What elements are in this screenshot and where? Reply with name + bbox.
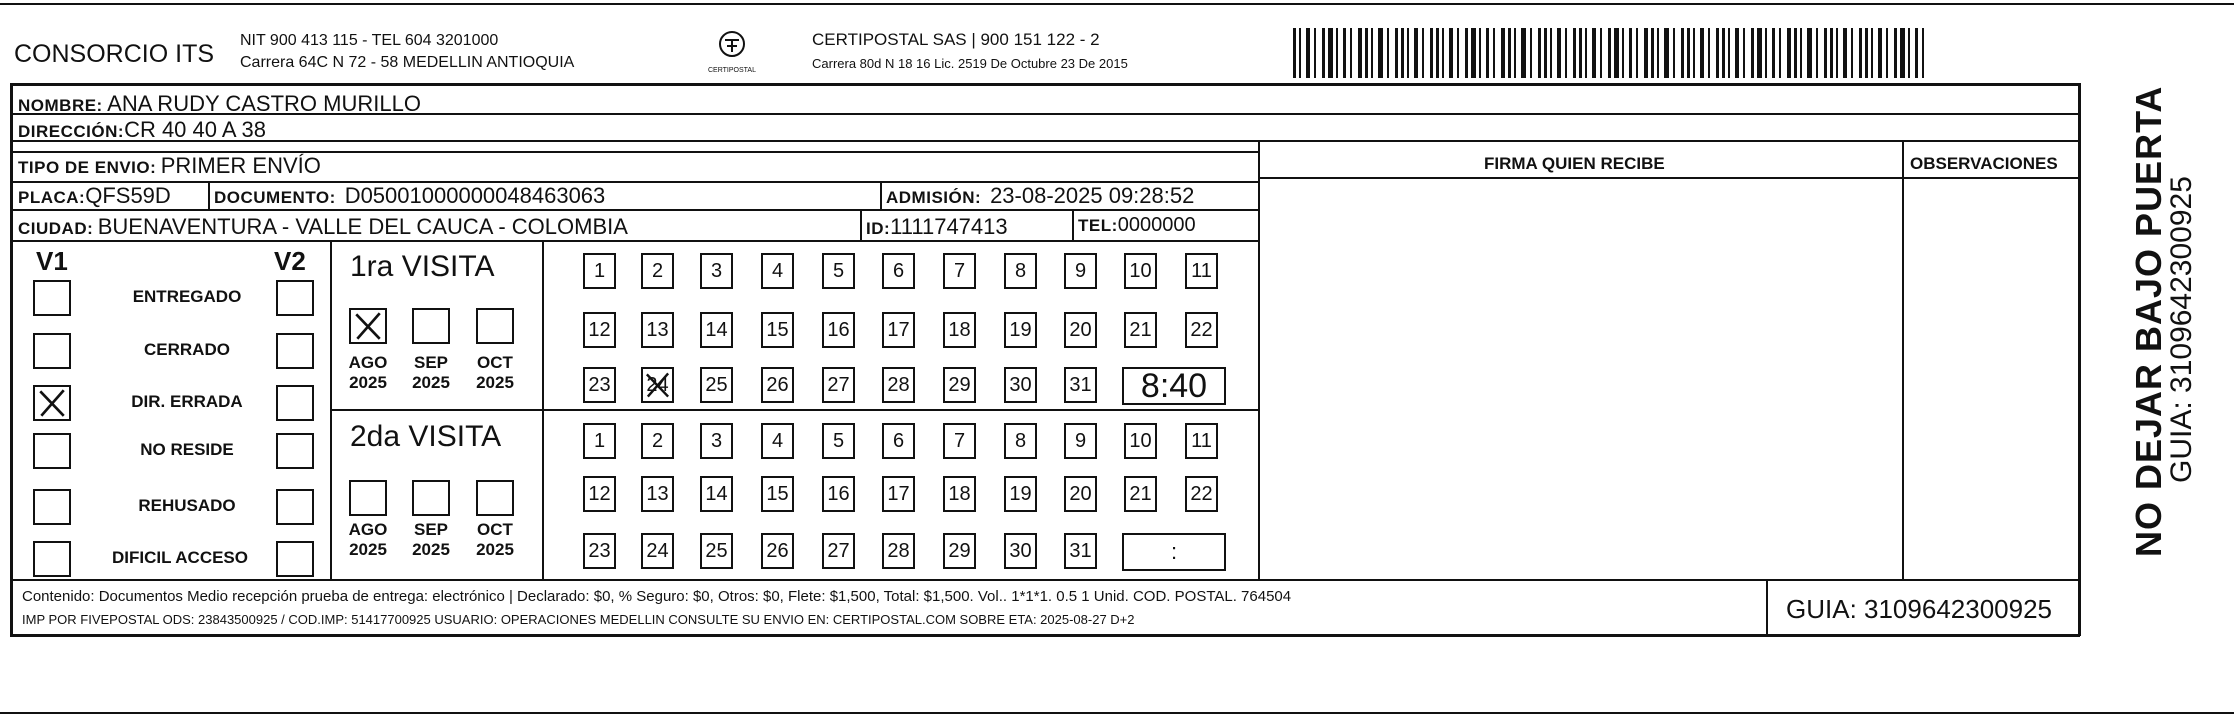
- barcode-bar: [1908, 28, 1910, 78]
- day-box[interactable]: 5: [822, 253, 855, 289]
- day-box[interactable]: 3: [700, 253, 733, 289]
- v1-checkbox[interactable]: [33, 280, 71, 316]
- day-box[interactable]: 9: [1064, 423, 1097, 459]
- month-label: OCT: [477, 520, 513, 539]
- v2-label: V2: [274, 246, 306, 276]
- barcode-bar: [1664, 28, 1669, 78]
- day-box[interactable]: 25: [700, 533, 733, 569]
- day-box[interactable]: 17: [882, 312, 915, 348]
- footer-print-info: IMP POR FIVEPOSTAL ODS: 23843500925 / COD.IMP: 51417700925 USUARIO: OPERACIONES MEDELLIN CONSULTE SU ENVIO EN: CERTIPOSTAL.COM SOBRE ETA: 2025-08-27 D+2: [22, 612, 1135, 627]
- year-label: 2025: [412, 540, 450, 559]
- barcode-bar: [1585, 28, 1587, 78]
- barcode-bar: [1314, 28, 1316, 78]
- status-option-label: ENTREGADO: [132, 287, 242, 306]
- day-box[interactable]: 16: [822, 476, 855, 512]
- day-box[interactable]: 11: [1185, 423, 1218, 459]
- v1-checkbox[interactable]: [33, 433, 71, 469]
- barcode-bar: [1743, 28, 1745, 78]
- month-label: AGO: [348, 353, 388, 372]
- barcode-bar: [1816, 28, 1818, 78]
- barcode-bar: [1687, 28, 1690, 78]
- day-box[interactable]: 25: [700, 367, 733, 403]
- v2-checkbox[interactable]: [276, 280, 314, 316]
- day-box[interactable]: 18: [943, 476, 976, 512]
- barcode-bar: [1414, 28, 1418, 78]
- day-box[interactable]: 7: [943, 253, 976, 289]
- barcode-bar: [1886, 28, 1888, 78]
- barcode-bar: [1751, 28, 1754, 78]
- barcode-bar: [1514, 28, 1516, 78]
- day-box[interactable]: 14: [700, 312, 733, 348]
- day-box[interactable]: 29: [943, 533, 976, 569]
- barcode-bar: [1772, 28, 1775, 78]
- status-option-label: DIFICIL ACCESO: [111, 548, 248, 567]
- tel-label: TEL:: [1078, 216, 1118, 235]
- day-box[interactable]: 11: [1185, 253, 1218, 289]
- direccion-value: CR 40 40 A 38: [124, 117, 266, 142]
- barcode-bar: [1422, 28, 1424, 78]
- barcode-bar: [1629, 28, 1632, 78]
- day-box[interactable]: 9: [1064, 253, 1097, 289]
- barcode-bar: [1693, 28, 1695, 78]
- admision-label: ADMISIÓN:: [886, 188, 982, 207]
- barcode-bar: [1395, 28, 1398, 78]
- barcode-bar: [1465, 28, 1468, 78]
- barcode-bar: [1387, 28, 1389, 78]
- barcode-bar: [1371, 28, 1373, 78]
- barcode-bar: [1579, 28, 1582, 78]
- company-name: CONSORCIO ITS: [14, 40, 215, 68]
- barcode-bar: [1636, 28, 1638, 78]
- v2-checkbox[interactable]: [276, 541, 314, 577]
- barcode-bar: [1851, 28, 1853, 78]
- nombre-value: ANA RUDY CASTRO MURILLO: [107, 91, 421, 116]
- month-checkbox[interactable]: [476, 480, 514, 516]
- day-box[interactable]: 21: [1124, 476, 1157, 512]
- month-checkbox[interactable]: [412, 308, 450, 344]
- barcode-bar: [1299, 28, 1301, 78]
- day-box[interactable]: 26: [761, 533, 794, 569]
- barcode-bar: [1843, 28, 1847, 78]
- v1-label: V1: [36, 246, 68, 276]
- day-box[interactable]: 24: [641, 533, 674, 569]
- visit-time-field[interactable]: :: [1122, 533, 1226, 571]
- status-option-label: DIR. ERRADA: [131, 392, 243, 411]
- day-box[interactable]: 5: [822, 423, 855, 459]
- barcode-bar: [1708, 28, 1710, 78]
- carrier-address: Carrera 80d N 18 16 Lic. 2519 De Octubre 23 De 2015: [812, 56, 1128, 71]
- status-option-label: CERRADO: [144, 340, 230, 359]
- day-box[interactable]: 24: [641, 367, 674, 403]
- day-box[interactable]: 1: [583, 253, 616, 289]
- barcode-bar: [1700, 28, 1704, 78]
- logo-text: CERTIPOSTAL: [708, 67, 756, 74]
- barcode-bar: [1657, 28, 1659, 78]
- second-visit-title: 2da VISITA: [350, 420, 502, 453]
- barcode-bar: [1544, 28, 1547, 78]
- day-box[interactable]: 26: [761, 367, 794, 403]
- day-box[interactable]: 27: [822, 533, 855, 569]
- day-box[interactable]: 6: [882, 423, 915, 459]
- day-box[interactable]: 23: [583, 533, 616, 569]
- barcode-bar: [1779, 28, 1781, 78]
- barcode-bar: [1501, 28, 1505, 78]
- id-value: 1111747413: [890, 214, 1008, 239]
- barcode-bar: [1407, 28, 1409, 78]
- barcode-bar: [1765, 28, 1767, 78]
- day-box[interactable]: 18: [943, 312, 976, 348]
- day-box[interactable]: 30: [1004, 367, 1037, 403]
- day-box[interactable]: 22: [1185, 476, 1218, 512]
- month-label: OCT: [477, 353, 513, 372]
- v1-checkbox[interactable]: [33, 541, 71, 577]
- barcode-bar: [1681, 28, 1684, 78]
- day-box[interactable]: 20: [1064, 476, 1097, 512]
- year-label: 2025: [476, 373, 514, 392]
- day-box[interactable]: 4: [761, 423, 794, 459]
- barcode-bar: [1449, 28, 1453, 78]
- barcode-bar: [1644, 28, 1648, 78]
- status-option-label: NO RESIDE: [140, 440, 234, 459]
- observaciones-label: OBSERVACIONES: [1910, 154, 2058, 173]
- barcode-bar: [1457, 28, 1459, 78]
- month-checkbox[interactable]: [476, 308, 514, 344]
- barcode-bar: [1800, 28, 1802, 78]
- carrier-name: CERTIPOSTAL SAS | 900 151 122 - 2: [812, 30, 1100, 49]
- placa-value: QFS59D: [85, 183, 171, 208]
- side-guia: GUIA: 3109642300925: [2165, 176, 2198, 483]
- barcode-bar: [1336, 28, 1338, 78]
- documento-label: DOCUMENTO:: [214, 188, 336, 207]
- v1-checkbox[interactable]: [33, 333, 71, 369]
- barcode-bar: [1322, 28, 1325, 78]
- visit-time-field[interactable]: 8:40: [1122, 367, 1226, 405]
- barcode-bar: [1442, 28, 1444, 78]
- day-box[interactable]: 28: [882, 533, 915, 569]
- nombre-label: NOMBRE:: [18, 96, 103, 115]
- footer-contents: Contenido: Documentos Medio recepción prueba de entrega: electrónico | Declarado: $0, % Seguro: $0, Otros: $0, Flete: $1,500, Total: $1,500. Vol.. 1*1*1. 0.5 1 Unid. COD. POSTAL. 764504: [22, 588, 1292, 605]
- v2-checkbox[interactable]: [276, 385, 314, 421]
- id-label: ID:: [866, 219, 891, 238]
- year-label: 2025: [349, 373, 387, 392]
- barcode-bar: [1735, 28, 1739, 78]
- barcode-bar: [1600, 28, 1602, 78]
- barcode-bar: [1430, 28, 1433, 78]
- v2-checkbox[interactable]: [276, 489, 314, 525]
- day-box[interactable]: 15: [761, 312, 794, 348]
- status-option-label: REHUSADO: [138, 496, 236, 515]
- month-label: SEP: [413, 353, 449, 372]
- barcode-bar: [1436, 28, 1439, 78]
- day-box[interactable]: 2: [641, 253, 674, 289]
- day-box[interactable]: 23: [583, 367, 616, 403]
- tipo-envio-label: TIPO DE ENVIO:: [18, 158, 157, 177]
- v2-checkbox[interactable]: [276, 433, 314, 469]
- day-box[interactable]: 7: [943, 423, 976, 459]
- ciudad-label: CIUDAD:: [18, 219, 94, 238]
- tel-value: 0000000: [1117, 214, 1196, 236]
- v1-checkbox[interactable]: [33, 489, 71, 525]
- company-address: Carrera 64C N 72 - 58 MEDELLIN ANTIOQUIA: [240, 54, 575, 71]
- day-box[interactable]: 2: [641, 423, 674, 459]
- barcode-bar: [1824, 28, 1827, 78]
- barcode-bar: [1830, 28, 1833, 78]
- day-box[interactable]: 16: [822, 312, 855, 348]
- month-checkbox[interactable]: [412, 480, 450, 516]
- barcode-bar: [1401, 28, 1404, 78]
- day-box[interactable]: 19: [1004, 476, 1037, 512]
- day-box[interactable]: 10: [1124, 253, 1157, 289]
- barcode-bar: [1614, 28, 1619, 78]
- barcode-bar: [1794, 28, 1797, 78]
- day-box[interactable]: 13: [641, 312, 674, 348]
- certipostal-logo-icon: [706, 28, 758, 76]
- barcode-bar: [1530, 28, 1532, 78]
- v1-checkbox[interactable]: [33, 385, 71, 421]
- day-box[interactable]: 28: [882, 367, 915, 403]
- day-box[interactable]: 21: [1124, 312, 1157, 348]
- side-warning: NO DEJAR BAJO PUERTA: [2128, 85, 2169, 557]
- day-box[interactable]: 8: [1004, 253, 1037, 289]
- day-box[interactable]: 8: [1004, 423, 1037, 459]
- top-border: [0, 3, 2234, 5]
- company-nit: NIT 900 413 115 - TEL 604 3201000: [240, 32, 499, 49]
- barcode-bar: [1573, 28, 1576, 78]
- barcode-bar: [1538, 28, 1541, 78]
- day-box[interactable]: 29: [943, 367, 976, 403]
- day-box[interactable]: 6: [882, 253, 915, 289]
- day-box[interactable]: 17: [882, 476, 915, 512]
- day-box[interactable]: 1: [583, 423, 616, 459]
- barcode-bar: [1900, 28, 1905, 78]
- day-box[interactable]: 10: [1124, 423, 1157, 459]
- barcode-bar: [1859, 28, 1862, 78]
- barcode-bar: [1565, 28, 1567, 78]
- barcode-bar: [1343, 28, 1346, 78]
- barcode-bar: [1557, 28, 1561, 78]
- day-box[interactable]: 31: [1064, 367, 1097, 403]
- barcode-bar: [1493, 28, 1495, 78]
- placa-label: PLACA:: [18, 188, 86, 207]
- day-box[interactable]: 4: [761, 253, 794, 289]
- day-box[interactable]: 12: [583, 476, 616, 512]
- barcode-bar: [1592, 28, 1596, 78]
- day-box[interactable]: 30: [1004, 533, 1037, 569]
- barcode-bar: [1728, 28, 1730, 78]
- day-box[interactable]: 27: [822, 367, 855, 403]
- barcode-bar: [1871, 28, 1873, 78]
- barcode-bar: [1471, 28, 1476, 78]
- barcode-bar: [1486, 28, 1489, 78]
- day-box[interactable]: 22: [1185, 312, 1218, 348]
- month-label: AGO: [348, 520, 388, 539]
- barcode: [1293, 28, 1927, 78]
- footer-guia: GUIA: 3109642300925: [1786, 594, 2052, 624]
- barcode-bar: [1922, 28, 1924, 78]
- day-box[interactable]: 12: [583, 312, 616, 348]
- barcode-bar: [1365, 28, 1368, 78]
- day-box[interactable]: 3: [700, 423, 733, 459]
- barcode-bar: [1722, 28, 1725, 78]
- day-box[interactable]: 13: [641, 476, 674, 512]
- first-visit-title: 1ra VISITA: [350, 250, 495, 283]
- year-label: 2025: [412, 373, 450, 392]
- day-box[interactable]: 14: [700, 476, 733, 512]
- barcode-bar: [1293, 28, 1296, 78]
- tipo-envio-value: PRIMER ENVÍO: [160, 153, 321, 178]
- year-label: 2025: [349, 540, 387, 559]
- day-box[interactable]: 20: [1064, 312, 1097, 348]
- year-label: 2025: [476, 540, 514, 559]
- barcode-bar: [1673, 28, 1675, 78]
- barcode-bar: [1915, 28, 1918, 78]
- barcode-bar: [1651, 28, 1654, 78]
- barcode-bar: [1479, 28, 1481, 78]
- barcode-bar: [1378, 28, 1383, 78]
- documento-value: D05001000000048463063: [344, 183, 606, 208]
- barcode-bar: [1716, 28, 1719, 78]
- barcode-bar: [1350, 28, 1352, 78]
- barcode-bar: [1608, 28, 1611, 78]
- barcode-bar: [1894, 28, 1897, 78]
- month-checkbox[interactable]: [349, 308, 387, 344]
- barcode-bar: [1807, 28, 1812, 78]
- v2-checkbox[interactable]: [276, 333, 314, 369]
- barcode-bar: [1865, 28, 1868, 78]
- barcode-bar: [1878, 28, 1882, 78]
- barcode-bar: [1550, 28, 1552, 78]
- day-box[interactable]: 19: [1004, 312, 1037, 348]
- day-box[interactable]: 31: [1064, 533, 1097, 569]
- ciudad-value: BUENAVENTURA - VALLE DEL CAUCA - COLOMBIA: [97, 214, 628, 239]
- direccion-label: DIRECCIÓN:: [18, 122, 125, 141]
- admision-value: 23-08-2025 09:28:52: [990, 183, 1195, 208]
- month-label: SEP: [413, 520, 449, 539]
- barcode-bar: [1757, 28, 1762, 78]
- barcode-bar: [1836, 28, 1838, 78]
- barcode-bar: [1787, 28, 1791, 78]
- barcode-bar: [1358, 28, 1362, 78]
- month-checkbox[interactable]: [349, 480, 387, 516]
- barcode-bar: [1521, 28, 1526, 78]
- barcode-bar: [1306, 28, 1310, 78]
- firma-label: FIRMA QUIEN RECIBE: [1484, 154, 1665, 173]
- barcode-bar: [1328, 28, 1333, 78]
- day-box[interactable]: 15: [761, 476, 794, 512]
- barcode-bar: [1622, 28, 1624, 78]
- barcode-bar: [1508, 28, 1511, 78]
